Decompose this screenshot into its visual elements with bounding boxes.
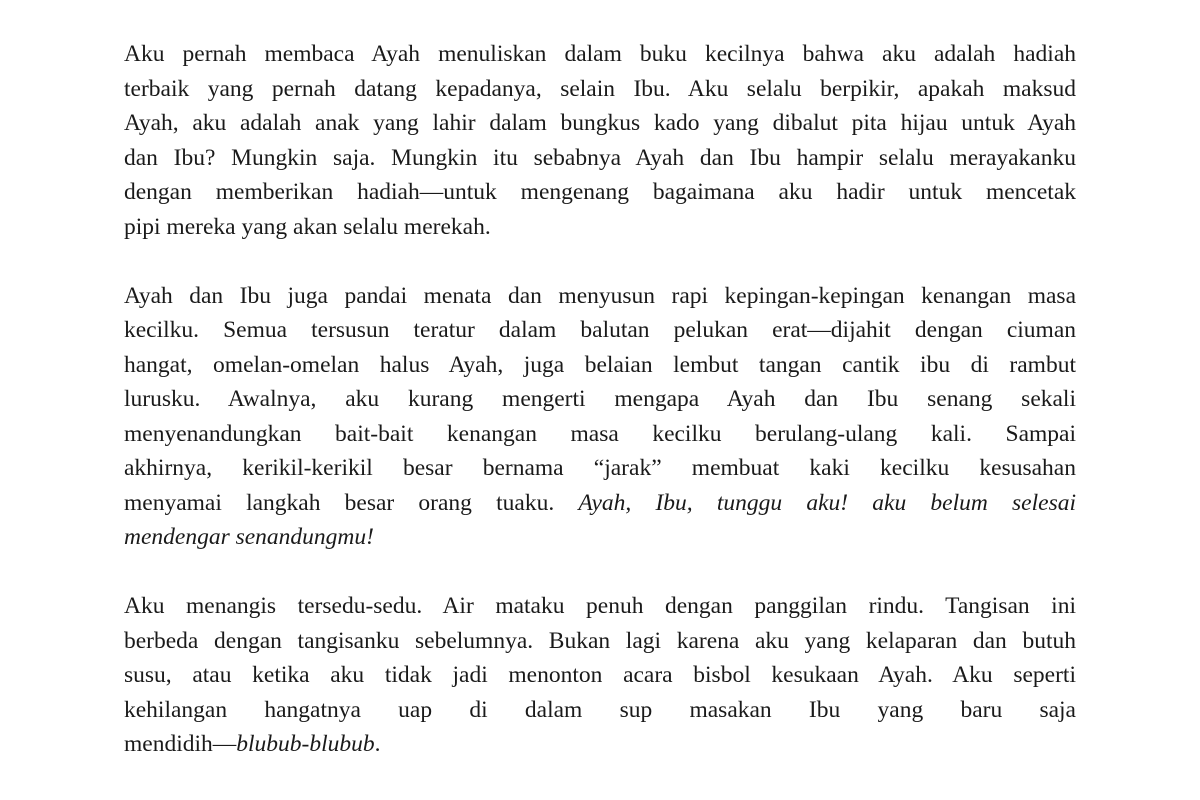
text-line: terbaik yang pernah datang kepadanya, selain Ibu. Aku selalu berpikir, apakah maksud xyxy=(124,75,1076,102)
text-line-italic xyxy=(124,520,1076,555)
text-line: susu, atau ketika aku tidak jadi menonton acara bisbol kesukaan Ayah. Aku seperti xyxy=(124,662,1076,688)
paragraph-3 xyxy=(124,589,1076,762)
text-line: Ayah, aku adalah anak yang lahir dalam bungkus kado yang dibalut pita hijau untuk Ayah xyxy=(124,110,1076,136)
text-line: Aku pernah membaca Ayah menuliskan dalam buku kecilnya bahwa aku adalah hadiah xyxy=(124,41,1076,67)
text-line-mixed xyxy=(124,486,1076,521)
plain-text: menyamai langkah besar orang tuaku. xyxy=(124,489,579,516)
text-line: pipi mereka yang akan selalu merekah. xyxy=(124,213,491,240)
plain-text: . xyxy=(374,731,381,757)
text-line: lurusku. Awalnya, aku kurang mengerti mengapa Ayah dan Ibu senang sekali xyxy=(124,386,1076,412)
text-line: dan Ibu? Mungkin saja. Mungkin itu sebabnya Ayah dan Ibu hampir selalu merayakanku xyxy=(124,144,1076,171)
italic-text: blubub-blubub xyxy=(236,731,375,757)
text-line: menyenandungkan bait-bait kenangan masa kecilku berulang-ulang kali. Sampai xyxy=(124,420,1076,447)
text-line: dengan memberikan hadiah—untuk mengenang bagaimana aku hadir untuk mencetak xyxy=(124,179,1076,205)
text-line: akhirnya, kerikil-kerikil besar bernama “jarak” membuat kaki kecilku kesusahan xyxy=(124,455,1076,481)
italic-text: mendengar senandungmu! xyxy=(124,524,374,550)
text-line-mixed xyxy=(124,727,1076,762)
text-line: Aku menangis tersedu-sedu. Air mataku penuh dengan panggilan rindu. Tangisan ini xyxy=(124,593,1076,619)
paragraph-2 xyxy=(124,279,1076,555)
text-line: berbeda dengan tangisanku sebelumnya. Bukan lagi karena aku yang kelaparan dan butuh xyxy=(124,627,1076,654)
paragraph-1 xyxy=(124,37,1076,244)
plain-text: mendidih— xyxy=(124,731,237,757)
italic-text: Ayah, Ibu, tunggu aku! aku belum selesai xyxy=(578,489,1077,516)
text-line: Ayah dan Ibu juga pandai menata dan menyusun rapi kepingan-kepingan kenangan masa xyxy=(124,282,1076,309)
text-line: kehilangan hangatnya uap di dalam sup masakan Ibu yang baru saja xyxy=(124,696,1076,723)
text-line: hangat, omelan-omelan halus Ayah, juga belaian lembut tangan cantik ibu di rambut xyxy=(124,351,1076,378)
text-line: kecilku. Semua tersusun teratur dalam balutan pelukan erat—dijahit dengan ciuman xyxy=(124,317,1076,343)
